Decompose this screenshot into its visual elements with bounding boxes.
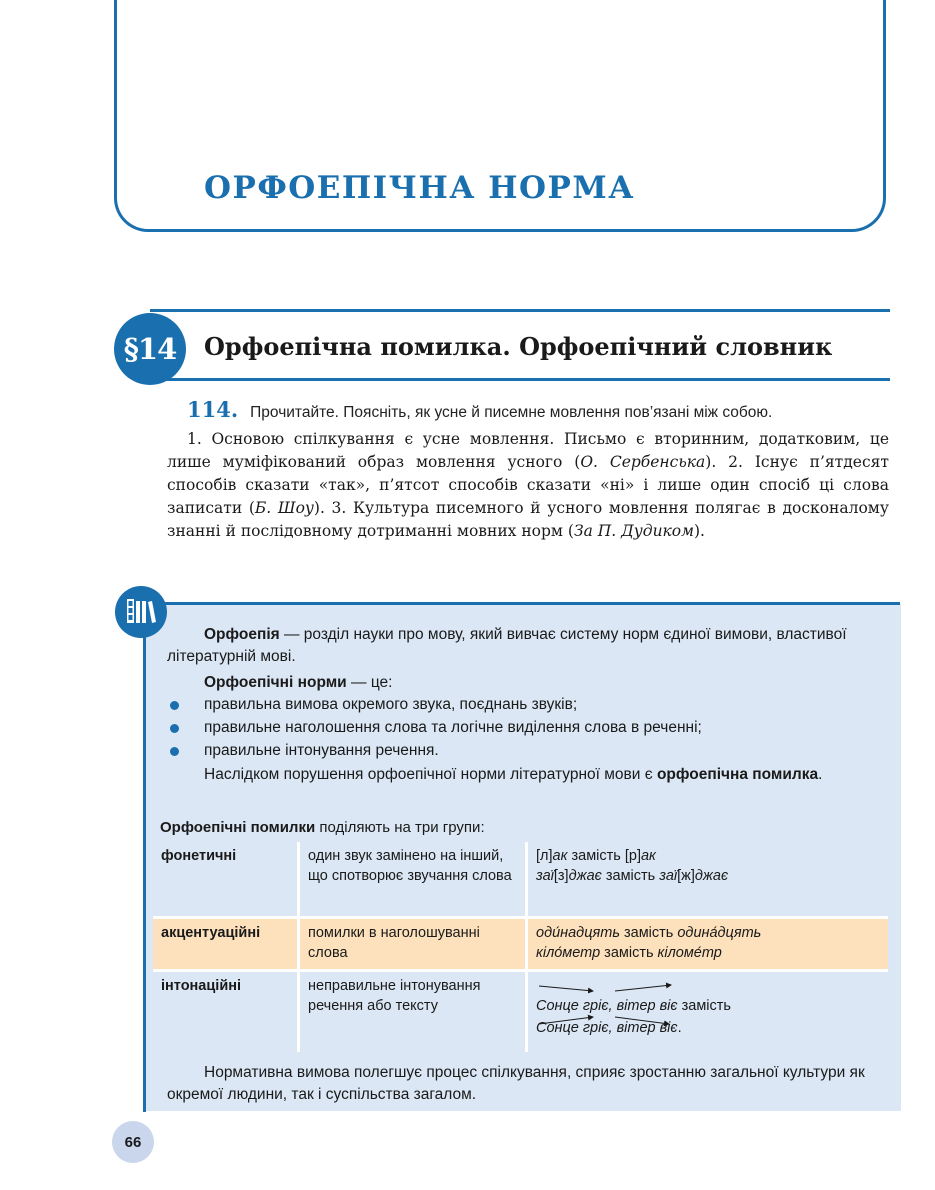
bullet-icon <box>170 747 179 756</box>
exercise-text-part: ). <box>694 522 705 540</box>
exercise-text <box>167 428 889 543</box>
groups-text: поділяють на три групи: <box>315 819 485 836</box>
exercise-text-part: 1. Основою спілкування є усне мовлення. Письмо є вторинним, додатковим, це лише муміфікований образ мовлення усного ( <box>167 430 889 471</box>
table-cell-example: оди́надцять замість одина́дцять кіло́метр замість кіломе́тр <box>525 919 888 969</box>
source-author: О. Сербенська <box>580 453 706 471</box>
table-row <box>153 919 888 969</box>
table-row <box>153 842 888 916</box>
consequence-paragraph <box>167 764 889 786</box>
theory-side-rule <box>143 630 146 1112</box>
list-item-text: правильна вимова окремого звука, поєднань звуків; <box>204 696 578 713</box>
section-rule-top <box>150 309 890 312</box>
chapter-title: ОРФОЕПІЧНА НОРМА <box>204 170 635 206</box>
exercise-task: Прочитайте. Поясніть, як усне й писемне мовлення пов’язані між собою. <box>250 404 773 421</box>
exercise-text-part: ). 3. Культура писемного й усного мовлення полягає в досконалому знанні й послідовному дотриманні мовних норм ( <box>167 499 889 540</box>
table-cell-desc: неправильне інтонування речення або тексту <box>297 972 525 1052</box>
table-cell-type: фонетичні <box>161 848 237 864</box>
list-item <box>167 717 887 739</box>
norms-text: — це: <box>346 674 393 691</box>
table-cell-type: інтонаційні <box>161 978 242 994</box>
source-author: За П. Дудиком <box>573 522 694 540</box>
list-item <box>167 694 887 716</box>
norms-paragraph <box>167 672 889 694</box>
term-norms: Орфоепічні норми <box>204 674 347 691</box>
definition-paragraph <box>167 624 889 668</box>
table-cell-desc: помилки в наголошуванні слова <box>297 919 525 969</box>
bullet-icon <box>170 701 179 710</box>
list-item-text: правильне інтонування речення. <box>204 742 439 759</box>
source-author: Б. Шоу <box>254 499 314 517</box>
term-error: орфоепічна помилка <box>656 766 819 783</box>
closing-paragraph: Нормативна вимова полегшує процес спілкування, сприяє зростанню загальної культури як окремої людини, так і суспільства загалом. <box>167 1064 865 1103</box>
section-number-badge: §14 <box>114 313 186 385</box>
consequence-end: . <box>818 766 823 783</box>
term-errors: Орфоепічні помилки <box>160 819 316 836</box>
table-cell-type: акцентуаційні <box>161 925 261 941</box>
term-orthoepy: Орфоепія <box>204 626 280 643</box>
table-cell-example: Сонце гріє, вітер віє замість Сонце гріє, вітер віє. <box>525 972 888 1052</box>
definition-text: — розділ науки про мову, який вивчає систему норм єдиної вимови, властивої літературній мові. <box>167 626 847 665</box>
consequence-text: Наслідком порушення орфоепічної норми літературної мови є <box>204 766 657 783</box>
books-abv-icon <box>115 586 167 638</box>
intonation-arrows <box>533 977 703 1037</box>
section-rule-bottom <box>150 378 890 381</box>
section-title: Орфоепічна помилка. Орфоепічний словник <box>204 332 833 361</box>
list-item-text: правильне наголошення слова та логічне виділення слова в реченні; <box>204 719 702 736</box>
exercise-text-part: ). 2. Існує п’ятдесят способів сказати «так», п’ятсот способів сказати «ні» і лише один спосіб ці слова записати ( <box>167 453 890 517</box>
table-cell-desc: один звук замінено на інший, що спотворює звучання слова <box>297 842 525 916</box>
groups-intro <box>160 817 882 839</box>
table-cell-example: [л]ак замість [р]ак заї[з]джає замість заї[ж]джає <box>525 842 888 916</box>
theory-rule <box>150 602 900 605</box>
exercise-number: 114. <box>187 397 239 422</box>
page-number: 66 <box>112 1121 154 1163</box>
table-row <box>153 972 888 1052</box>
bullet-icon <box>170 724 179 733</box>
exercise-header <box>187 397 772 422</box>
list-item <box>167 740 887 762</box>
